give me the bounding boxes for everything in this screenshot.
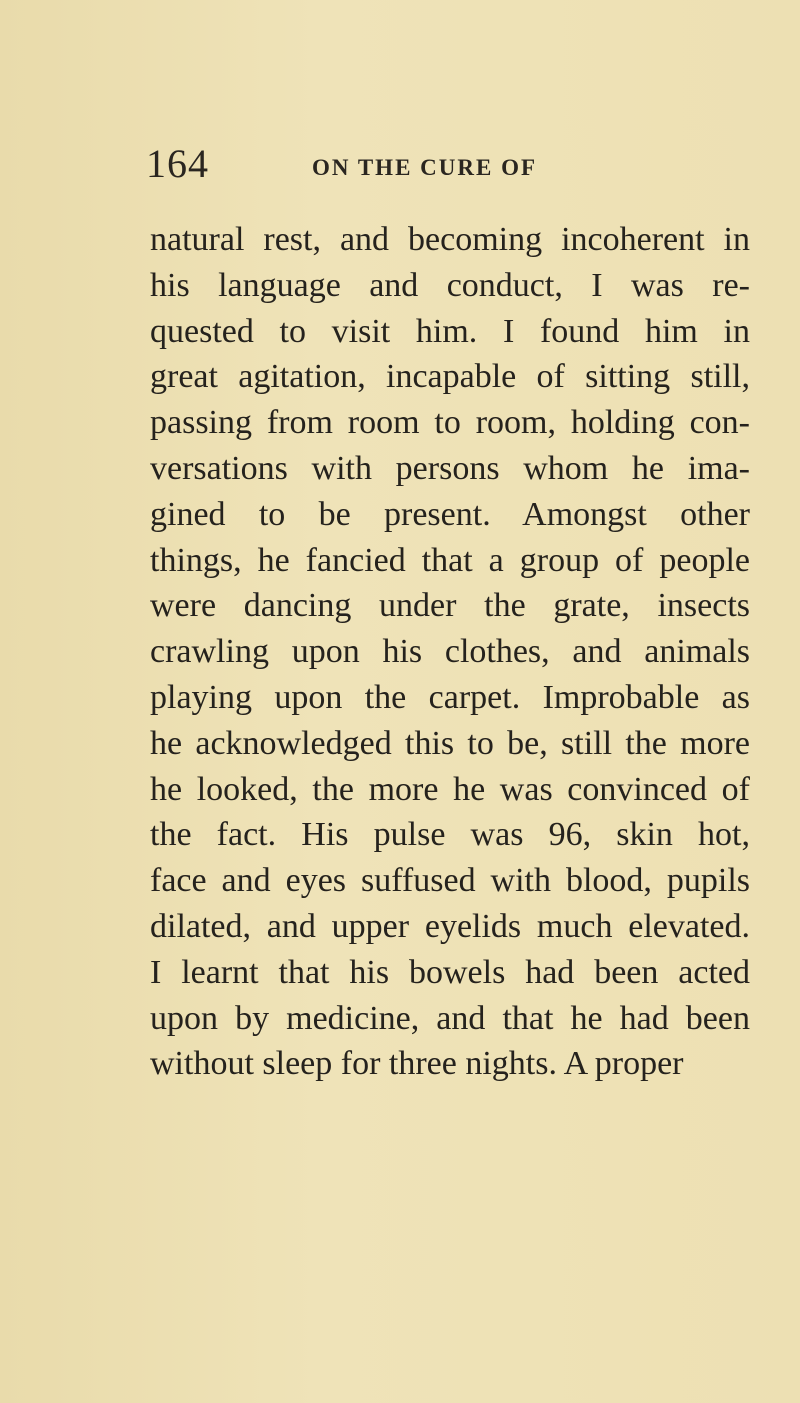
body-text [150,217,750,1087]
text-line: things, he fancied that a group of people [150,541,750,579]
text-line: upon by medicine, and that he had been [150,999,750,1037]
text-line: playing upon the carpet. Improbable as [150,678,750,716]
text-line: quested to visit him. I found him in [150,312,750,350]
text-line: the fact. His pulse was 96, skin hot, [150,816,750,854]
text-line: crawling upon his clothes, and animals [150,633,750,671]
text-line: he acknowledged this to be, still the more [150,724,750,762]
text-line: face and eyes suffused with blood, pupils [150,862,750,900]
text-line: dilated, and upper eyelids much elevated. [150,907,750,945]
text-line: were dancing under the grate, insects [150,587,750,625]
text-line: he looked, the more he was convinced of [150,770,750,808]
running-head: ON THE CURE OF [312,155,538,180]
page-number: 164 [146,141,209,186]
text-line: I learnt that his bowels had been acted [150,953,750,991]
text-line: without sleep for three nights. A proper [150,1045,684,1083]
text-line: versations with persons whom he ima- [150,449,750,487]
text-line: his language and conduct, I was re- [150,266,750,304]
text-line: passing from room to room, holding con- [150,404,750,442]
text-line: gined to be present. Amongst other [150,495,750,533]
text-line: great agitation, incapable of sitting still, [150,358,750,396]
text-line: natural rest, and becoming incoherent in [150,221,750,258]
